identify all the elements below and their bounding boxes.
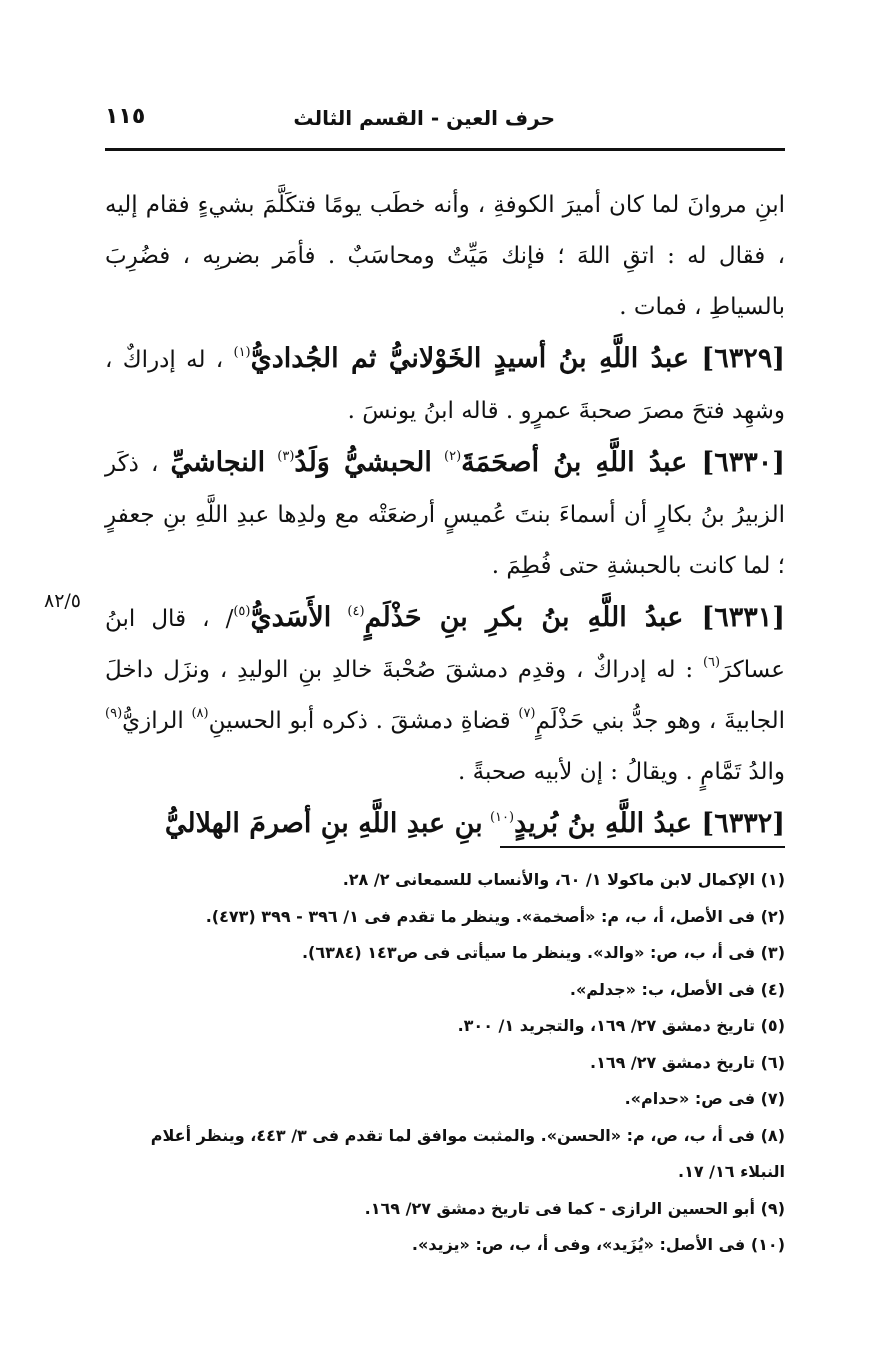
running-header: [105, 100, 785, 140]
entry-6330: [105, 437, 785, 592]
entry-6331: [105, 592, 785, 798]
footnote-ref-3[interactable]: (٣): [277, 449, 295, 464]
entry-6329-heading: [٦٣٢٩] عبدُ اللَّهِ بنُ أسيدٍ الخَوْلانيُّ ثم الجُداديُّ: [250, 343, 785, 374]
entry-6329: [105, 333, 785, 437]
footnote-ref-2[interactable]: (٢): [444, 449, 462, 464]
margin-note: ٨٢/٥: [44, 590, 82, 612]
entry-6332-heading-b: بنِ عبدِ اللَّهِ بنِ أصرمَ الهلاليُّ: [164, 808, 483, 839]
header-rule: [105, 148, 785, 151]
header-title: حرف العين - القسم الثالث: [293, 106, 555, 130]
continuation-paragraph: ابنِ مروانَ لما كان أميرَ الكوفةِ ، وأنه خطَب يومًا فتكَلَّمَ بشيءٍ فقام إليه ، فقال له : اتقِ اللهَ ؛ فإنك مَيِّتٌ ومحاسَبٌ . فأمَر بضربِه ، فضُرِبَ بالسياطِ ، فمات .: [105, 192, 785, 320]
entry-6331-text-e: والدُ تَمَّامٍ . ويقالُ : إن لأبيه صحبةً .: [458, 759, 785, 785]
footnote-ref-7[interactable]: (٧): [518, 706, 536, 721]
main-text: [105, 180, 785, 851]
entry-6330-text: ، ذكَر الزبيرُ بنُ بكارٍ أن أسماءَ بنتَ عُميسٍ أرضعَتْه مع ولدِها عبدِ اللَّهِ بنِ جعفرٍ ؛ لما كانت بالحبشةِ حتى فُطِمَ .: [105, 451, 785, 579]
footnote-ref-4[interactable]: (٤): [347, 604, 365, 619]
entry-6331-text-d: الرازيُّ: [122, 708, 184, 734]
footnote-ref-10[interactable]: (١٠): [489, 810, 515, 825]
footnote-8: (٨) فى أ، ب، ص، م: «الحسن». والمثبت موافق لما تقدم فى ٣/ ٤٤٣، وينظر أعلام النبلاء ١٦/ ١٧.: [150, 1125, 785, 1181]
entry-6331-text-a: / ، قال ابنُ عساكرَ: [105, 606, 785, 683]
footnote-4: (٤) فى الأصل، ب: «جدلم».: [569, 979, 785, 999]
entry-6331-text-c: قضاةِ دمشقَ . ذكره أبو الحسينِ: [208, 708, 511, 734]
footnote-rule: [500, 846, 785, 848]
footnote-5: (٥) تاريخ دمشق ٢٧/ ١٦٩، والتجريد ١/ ٣٠٠.: [457, 1016, 785, 1035]
footnote-3: (٣) فى أ، ب، ص: «والد». وينظر ما سيأتى فى ص١٤٣ (٦٣٨٤).: [301, 943, 785, 962]
entry-6330-heading-a: [٦٣٣٠] عبدُ اللَّهِ بنُ أصحَمَةَ: [461, 447, 786, 478]
footnotes: [105, 862, 785, 1264]
entry-6331-heading-b: الأَسَديُّ: [250, 602, 332, 633]
footnote-10: (١٠) فى الأصل: «يُزَيد»، وفى أ، ب، ص: «يزيد».: [411, 1235, 785, 1254]
entry-6330-heading-b: الحبشيُّ وَلَدُ: [294, 447, 432, 478]
footnote-1: (١) الإكمال لابن ماكولا ١/ ٦٠، والأنساب للسمعانى ٢/ ٢٨.: [342, 870, 785, 889]
page-number: ١١٥: [105, 104, 146, 129]
footnote-ref-8[interactable]: (٨): [191, 706, 209, 721]
footnote-9: (٩) أبو الحسين الرازى - كما فى تاريخ دمشق ٢٧/ ١٦٩.: [364, 1198, 785, 1218]
footnote-ref-1[interactable]: (١): [233, 345, 251, 360]
footnote-ref-6[interactable]: (٦): [702, 655, 721, 670]
footnote-7: (٧) فى ص: «حدام».: [624, 1089, 785, 1108]
footnote-ref-9[interactable]: (٩): [105, 706, 123, 721]
entry-6330-heading-c: النجاشيِّ: [170, 447, 266, 478]
entry-6331-text-b: : له إدراكٌ ، وقدِم دمشقَ صُحْبةَ خالدِ بنِ الوليدِ ، ونزَل داخلَ الجابيةَ ، وهو جدُّ بني حَذْلَمٍ: [105, 657, 785, 734]
entry-6331-heading-a: [٦٣٣١] عبدُ اللَّهِ بنُ بكرِ بنِ حَذْلَمٍ: [364, 602, 786, 633]
footnote-ref-5[interactable]: (٥): [233, 604, 251, 619]
footnote-6: (٦) تاريخ دمشق ٢٧/ ١٦٩.: [589, 1052, 785, 1072]
entry-6329-text: ، له إدراكٌ ، وشهِد فتحَ مصرَ صحبةَ عمرٍو . قاله ابنُ يونسَ .: [105, 347, 785, 424]
footnote-2: (٢) فى الأصل، أ، ب، م: «أصخمة». وينظر ما تقدم فى ١/ ٣٩٦ - ٣٩٩ (٤٧٣).: [205, 906, 785, 926]
entry-6332: [105, 798, 785, 851]
entry-6332-heading-a: [٦٣٣٢] عبدُ اللَّهِ بنُ بُريدٍ: [514, 808, 785, 839]
